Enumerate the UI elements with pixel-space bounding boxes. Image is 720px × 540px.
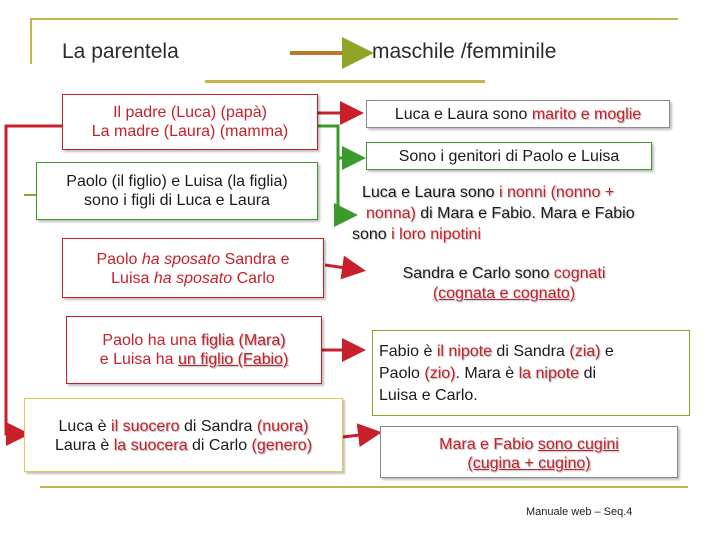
box-figlia-line2: e Luisa ha un figlio (Fabio) [99, 351, 289, 368]
box-cugini-line2: (cugina + cugino) [467, 455, 591, 472]
box-genitori [62, 94, 318, 150]
title-right: maschile /femminile [372, 40, 557, 63]
box-sposati-line1: Paolo ha sposato Sandra e [96, 251, 290, 268]
text-nonni-line3: sono i loro nipotini [352, 226, 481, 243]
box-marito-moglie: Luca e Laura sono marito e moglie [366, 100, 670, 128]
text-nonni [352, 182, 690, 245]
title-left: La parentela [62, 40, 179, 63]
box-sposati-line2: Luisa ha sposato Carlo [111, 270, 275, 287]
box-nipoti [372, 330, 690, 416]
box-nipoti-line1: Fabio è il nipote di Sandra (zia) e [379, 343, 614, 360]
text-cognati-line1: Sandra e Carlo sono cognati [402, 265, 606, 282]
bracket-green [338, 158, 352, 215]
text-cognati [376, 264, 632, 304]
box-suoceri-line2: Laura è la suocera di Carlo (genero) [54, 437, 313, 454]
box-suoceri [24, 398, 343, 472]
box-figli [36, 162, 318, 220]
box-suoceri-line1: Luca è il suocero di Sandra (nuora) [58, 418, 309, 435]
text-nonni-line1: Luca e Laura sono i nonni (nonno + [362, 184, 615, 201]
box-nipoti-line3: Luisa e Carlo. [379, 387, 478, 404]
box-figli-line2: sono i figli di Luca e Laura [84, 192, 270, 209]
box-genitori-di: Sono i genitori di Paolo e Luisa [366, 142, 652, 170]
arrow-b3-r4 [325, 265, 360, 270]
box-figlia-line1: Paolo ha una figlia (Mara) [102, 332, 286, 349]
arrow-b5-r6 [343, 433, 376, 437]
box-nipoti-line2: Paolo (zio). Mara è la nipote di [379, 365, 597, 382]
box-cugini-line1: Mara e Fabio sono cugini [439, 436, 619, 453]
box-figlia-figlio [66, 316, 322, 384]
text-nonni-line2: nonna) di Mara e Fabio. Mara e Fabio [366, 205, 635, 222]
text-cognati-line2: (cognata e cognato) [432, 285, 576, 302]
box-figli-line1: Paolo (il figlio) e Luisa (la figlia) [66, 173, 288, 190]
arrow-b1-r2 [318, 126, 360, 158]
box-genitori-line2: La madre (Laura) (mamma) [91, 123, 289, 140]
box-genitori-line1: Il padre (Luca) (papà) [113, 104, 267, 121]
box-sposati [62, 238, 324, 298]
box-cugini [380, 426, 678, 478]
footer-text: Manuale web – Seq.4 [526, 506, 633, 518]
